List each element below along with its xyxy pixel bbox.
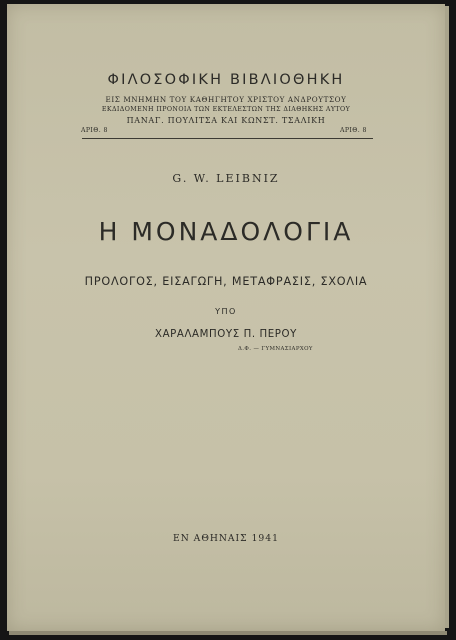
book-cover bbox=[7, 4, 445, 631]
editors-names: ΠΑΝΑΓ. ΠΟΥΛΙΤΣΑ ΚΑΙ ΚΩΝΣΤ. ΤΣΑΛΙΚΗ bbox=[126, 116, 326, 125]
editors-note: ΕΚΔΙΔΟΜΕΝΗ ΠΡΟΝΟΙΑ ΤΩΝ ΕΚΤΕΛΕΣΤΩΝ ΤΗΣ ΔΙΑΘΗΚΗΣ ΑΥΤΟΥ bbox=[101, 106, 351, 113]
by-label: ΥΠΟ bbox=[215, 307, 237, 316]
series-number-right: ΑΡΙΘ. 8 bbox=[340, 127, 367, 134]
translator-credential: Δ.Φ. — ΓΥΜΝΑΣΙΑΡΧΟΥ bbox=[238, 346, 313, 352]
cover-edge-bottom bbox=[9, 631, 447, 635]
book-subtitle: ΠΡΟΛΟΓΟΣ, ΕΙΣΑΓΩΓΗ, ΜΕΤΑΦΡΑΣΙΣ, ΣΧΟΛΙΑ bbox=[84, 275, 368, 288]
series-number-left: ΑΡΙΘ. 8 bbox=[81, 127, 108, 134]
header-divider bbox=[82, 138, 373, 139]
series-title: ΦΙΛΟΣΟΦΙΚΗ ΒΙΒΛΙΟΘΗΚΗ bbox=[107, 72, 345, 88]
imprint: ΕΝ ΑΘΗΝΑΙΣ 1941 bbox=[173, 533, 279, 544]
dedication-line: ΕΙΣ ΜΝΗΜΗΝ ΤΟΥ ΚΑΘΗΓΗΤΟΥ ΧΡΙΣΤΟΥ ΑΝΔΡΟΥΤΣΟΥ bbox=[105, 95, 347, 104]
cover-edge-right bbox=[445, 6, 449, 628]
author-name: G. W. LEIBNIZ bbox=[172, 172, 280, 185]
translator-name: ΧΑΡΑΛΑΜΠΟΥΣ Π. ΠΕΡΟΥ bbox=[155, 329, 297, 340]
book-title: Η ΜΟΝΑΔΟΛΟΓΙΑ bbox=[98, 217, 354, 246]
